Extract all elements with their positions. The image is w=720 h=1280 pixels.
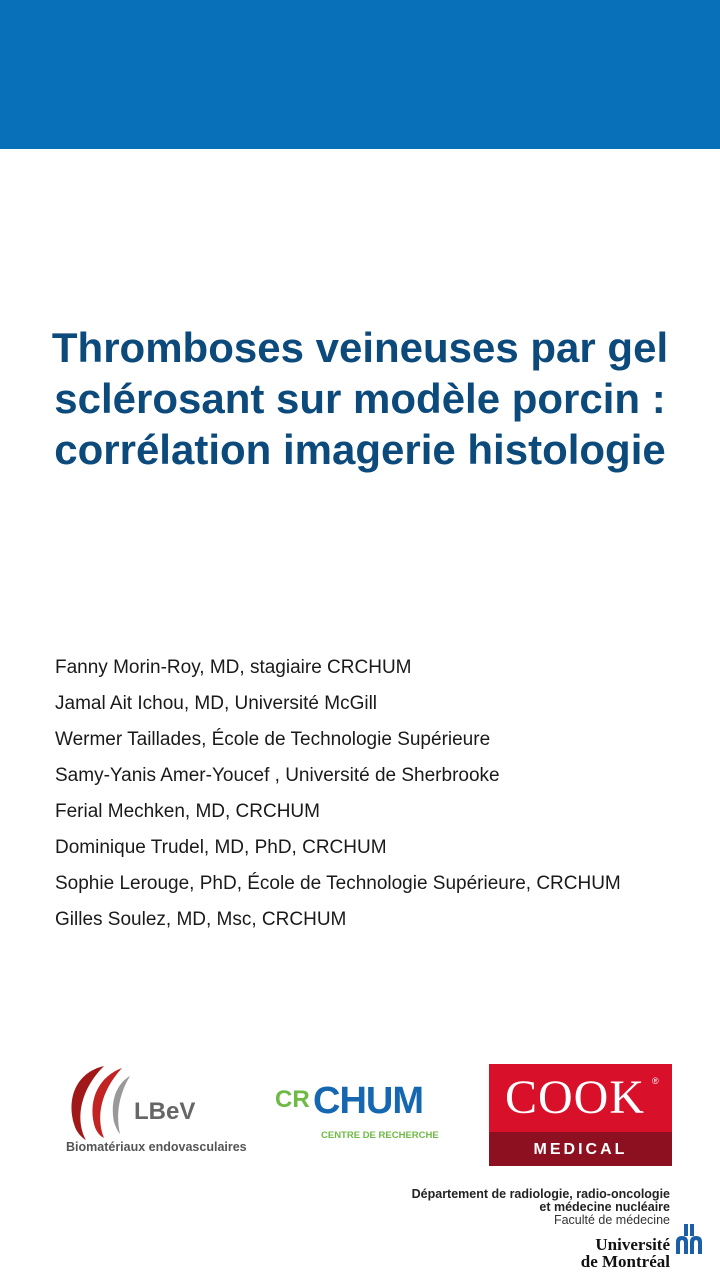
- author-item: Samy-Yanis Amer-Youcef , Université de Sherbrooke: [55, 765, 500, 786]
- udem-department: [412, 1188, 670, 1227]
- author-list: [55, 656, 675, 944]
- udem-name-line2: de Montréal: [580, 1252, 670, 1271]
- author-item: Fanny Morin-Roy, MD, stagiaire CRCHUM: [55, 657, 412, 678]
- crchum-subtitle: CENTRE DE RECHERCHE: [321, 1130, 439, 1141]
- udem-dept-line2: et médecine nucléaire: [539, 1200, 670, 1214]
- crchum-logo: [275, 1080, 445, 1146]
- udem-faculty: Faculté de médecine: [553, 1213, 670, 1227]
- author-item: Gilles Soulez, MD, Msc, CRCHUM: [55, 909, 347, 930]
- author-item: Ferial Mechken, MD, CRCHUM: [55, 801, 320, 822]
- lbev-subtitle: Biomatériaux endovasculaires: [66, 1140, 247, 1154]
- cook-registered: ®: [652, 1076, 659, 1086]
- author-item: Jamal Ait Ichou, MD, Université McGill: [55, 693, 378, 714]
- cook-medical-text: MEDICAL: [533, 1141, 628, 1158]
- crchum-chum: CHUM: [313, 1080, 423, 1122]
- presentation-title: Thromboses veineuses par gel sclérosant sur modèle porcin : corrélation imagerie histologie: [51, 324, 669, 473]
- author-item: Dominique Trudel, MD, PhD, CRCHUM: [55, 837, 387, 858]
- cook-wordmark: COOK: [505, 1071, 646, 1124]
- lbev-swoosh-icon: [64, 1062, 134, 1142]
- udem-name-line1: Université: [595, 1235, 670, 1254]
- udem-name: [581, 1236, 670, 1270]
- cook-medical-logo: [489, 1064, 672, 1166]
- lbev-logo: [64, 1062, 264, 1162]
- author-item: Wermer Taillades, École de Technologie Supérieure: [55, 729, 491, 750]
- header-bar: [0, 0, 720, 149]
- lbev-name: LBeV: [134, 1098, 196, 1125]
- udem-emblem-icon: [674, 1224, 704, 1254]
- crchum-cr: CR: [275, 1086, 310, 1113]
- author-item: Sophie Lerouge, PhD, École de Technologie Supérieure, CRCHUM: [55, 873, 621, 894]
- udem-dept-line1: Département de radiologie, radio-oncologie: [411, 1187, 670, 1201]
